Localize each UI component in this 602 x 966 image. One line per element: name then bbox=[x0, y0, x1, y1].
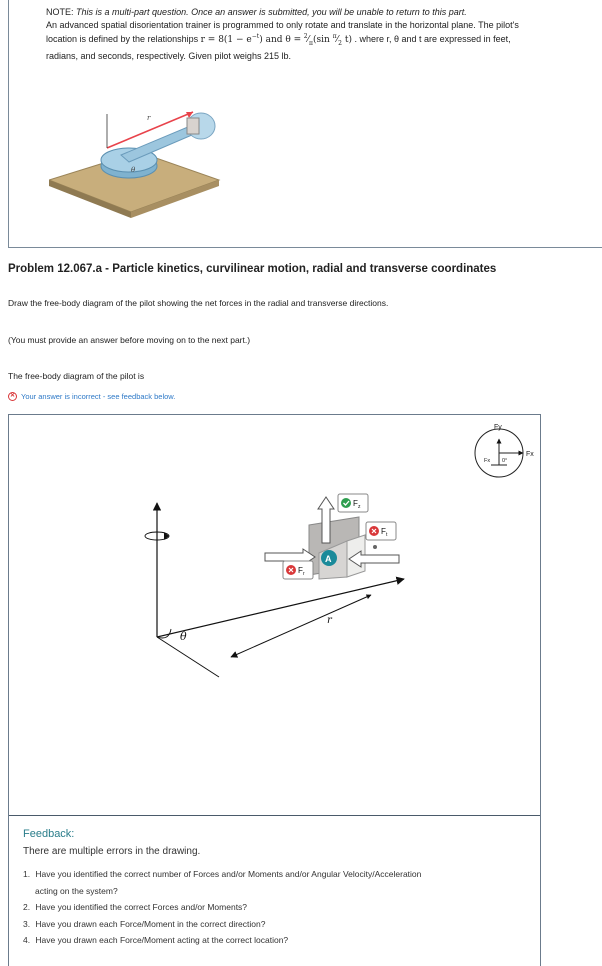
note-italic: This is a multi-part question. Once an answer is submitted, you will be unable to return to this part. bbox=[76, 7, 467, 17]
feedback-section bbox=[23, 828, 528, 949]
theta-label: θ bbox=[180, 630, 187, 643]
feedback-item bbox=[23, 899, 528, 916]
reference-line bbox=[157, 637, 219, 677]
feedback-text: Have you drawn each Force/Moment in the correct direction? bbox=[35, 918, 266, 929]
r-dimension-line bbox=[231, 595, 371, 657]
note-line-3 bbox=[46, 31, 602, 50]
eq-r-main: r = 8(1 − e bbox=[200, 35, 252, 45]
point-a-label: A bbox=[325, 554, 332, 564]
feedback-title: Feedback: bbox=[23, 828, 75, 840]
must-answer-note: (You must provide an answer before moving on to the next part.) bbox=[8, 335, 251, 345]
feedback-num: 2. bbox=[23, 902, 31, 912]
incorrect-icon: ✕ bbox=[9, 393, 16, 399]
fbd-canvas[interactable] bbox=[9, 415, 540, 815]
feedback-text: Have you identified the correct Forces and/or Moments? bbox=[35, 902, 248, 912]
fbd-intro: The free-body diagram of the pilot is bbox=[8, 371, 145, 381]
eq-r-exp: −t bbox=[251, 33, 260, 40]
feedback-summary: There are multiple errors in the drawing. bbox=[23, 846, 201, 857]
eq-r-end: ) and θ = bbox=[259, 35, 302, 45]
note-line-2: An advanced spatial disorientation trainer is programmed to only rotate and translate in the horizontal plane. The pilot's bbox=[46, 19, 519, 30]
note-line-1 bbox=[46, 6, 602, 19]
note-line-3-end: . where r, θ and t are expressed in feet, bbox=[354, 34, 511, 44]
trainer-illustration bbox=[49, 100, 229, 220]
feedback-num: 1. bbox=[23, 869, 31, 879]
force-fr-sub: r bbox=[303, 571, 305, 577]
feedback-item bbox=[23, 932, 528, 949]
eq-theta-main: (sin bbox=[313, 35, 330, 45]
feedback-text: Have you drawn each Force/Moment acting at the correct location? bbox=[35, 935, 289, 945]
frac-pi-over-2: π bbox=[332, 33, 337, 40]
force-fr-arrow[interactable] bbox=[265, 549, 315, 579]
fig-r-label: r bbox=[147, 114, 151, 122]
frac-pi: π bbox=[309, 39, 313, 47]
result-message bbox=[8, 392, 175, 401]
problem-title: Problem 12.067.a - Particle kinetics, curvilinear motion, radial and transverse coordinates bbox=[8, 263, 497, 275]
equation-theta: $^2⁄_\pi(\sin$ $^\pi⁄_2$ t) bbox=[303, 33, 352, 47]
equation-r bbox=[201, 35, 302, 45]
r-label: r bbox=[327, 615, 332, 626]
force-fz-label: F bbox=[353, 499, 358, 508]
instruction-text: Draw the free-body diagram of the pilot showing the net forces in the radial and transverse directions. bbox=[8, 298, 389, 308]
eq-theta-end: t) bbox=[344, 35, 352, 45]
force-ft-label: F bbox=[381, 527, 386, 536]
feedback-text-cont: acting on the system? bbox=[35, 885, 118, 896]
problem-statement bbox=[46, 6, 602, 63]
frac-2: 2 bbox=[338, 39, 342, 47]
force-fz-sub: z bbox=[358, 504, 361, 510]
feedback-list bbox=[23, 866, 528, 949]
feedback-num: 4. bbox=[23, 935, 31, 945]
feedback-num: 3. bbox=[23, 918, 31, 929]
problem-statement-box bbox=[8, 0, 602, 248]
note-line-4: radians, and seconds, respectively. Given pilot weighs 215 lb. bbox=[46, 51, 291, 62]
note-line-3-text: location is defined by the relationships bbox=[46, 34, 199, 44]
compass-fy-label: Fy bbox=[494, 424, 502, 431]
compass-fx-left: Fx bbox=[484, 458, 491, 464]
note-prefix: NOTE: bbox=[46, 7, 74, 17]
feedback-divider bbox=[9, 815, 540, 816]
frac-2-over-pi: 2 bbox=[303, 33, 308, 40]
result-text: Your answer is incorrect - see feedback below. bbox=[21, 392, 176, 401]
force-ft-sub: t bbox=[386, 532, 388, 538]
compass-angle: 0° bbox=[502, 458, 508, 464]
coordinate-compass[interactable] bbox=[471, 419, 535, 483]
force-fr-label: F bbox=[298, 566, 303, 575]
radial-arm-line bbox=[157, 579, 404, 637]
check-icon bbox=[341, 498, 351, 508]
fig-theta-label: θ bbox=[131, 166, 136, 174]
feedback-item bbox=[23, 916, 528, 933]
fbd-workspace[interactable] bbox=[8, 414, 541, 966]
compass-fx-label: Fx bbox=[526, 451, 534, 458]
block-dot bbox=[373, 545, 377, 549]
feedback-item bbox=[23, 866, 528, 899]
feedback-text: Have you identified the correct number of Forces and/or Moments and/or Angular Velocity/Acceleration bbox=[35, 869, 422, 879]
